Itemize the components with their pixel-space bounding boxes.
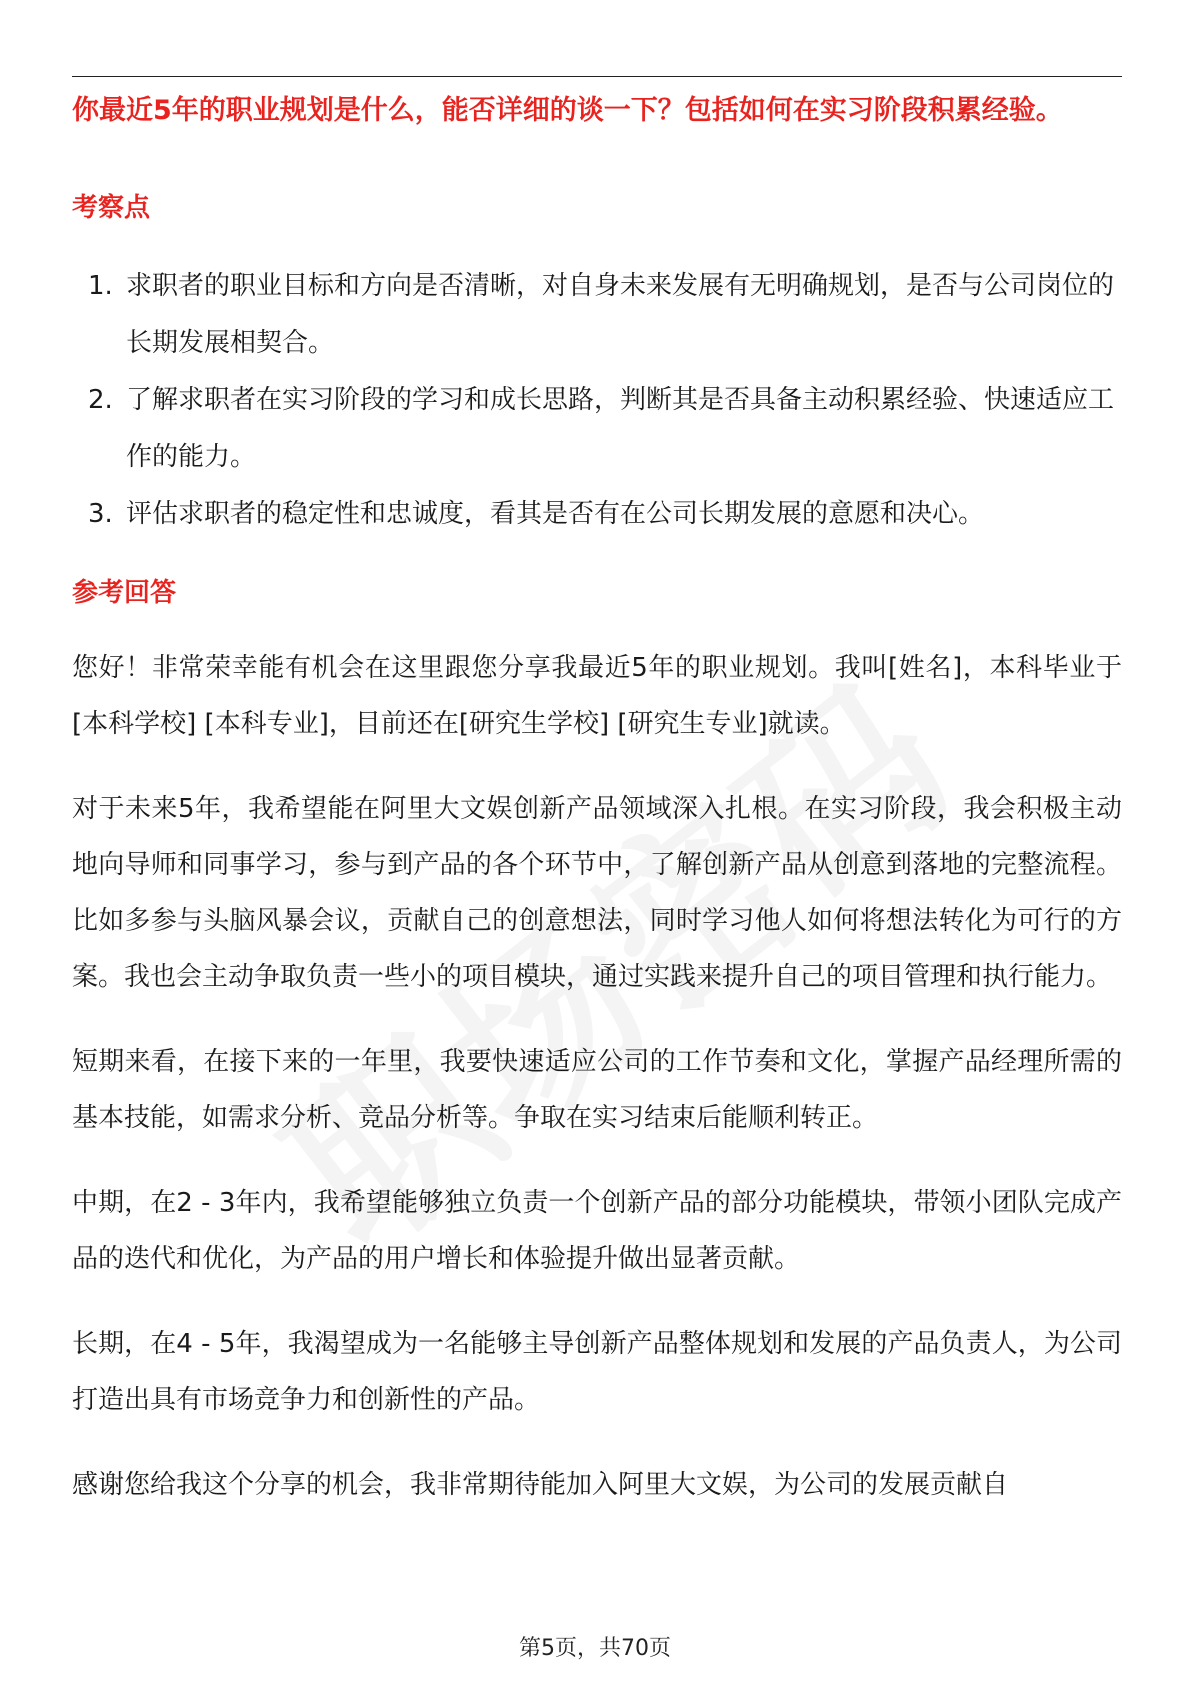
points-heading: 考察点 [72, 193, 151, 223]
list-item [72, 258, 1122, 372]
points-list [72, 258, 1122, 543]
list-item [72, 372, 1122, 486]
answer-body [72, 640, 1122, 1542]
answer-heading: 参考回答 [72, 578, 177, 608]
list-item-text: 评估求职者的稳定性和忠诚度，看其是否有在公司长期发展的意愿和决心。 [126, 499, 985, 529]
page-number: 第5页，共70页 [519, 1636, 671, 1661]
list-item-number: 1. [88, 271, 113, 301]
list-item-number: 2. [88, 385, 113, 415]
list-item-text: 了解求职者在实习阶段的学习和成长思路，判断其是否具备主动积累经验、快速适应工作的能力。 [126, 385, 1115, 472]
question-title: 你最近5年的职业规划是什么，能否详细的谈一下？包括如何在实习阶段积累经验。 [72, 95, 1063, 126]
answer-paragraph: 对于未来5年，我希望能在阿里大文娱创新产品领域深入扎根。在实习阶段，我会积极主动地向导师和同事学习，参与到产品的各个环节中，了解创新产品从创意到落地的完整流程。比如多参与头脑风暴会议，贡献自己的创意想法，同时学习他人如何将想法转化为可行的方案。我也会主动争取负责一些小的项目模块，通过实践来提升自己的项目管理和执行能力。 [72, 794, 1122, 992]
answer-paragraph: 短期来看，在接下来的一年里，我要快速适应公司的工作节奏和文化，掌握产品经理所需的基本技能，如需求分析、竞品分析等。争取在实习结束后能顺利转正。 [72, 1047, 1122, 1133]
top-divider [72, 76, 1122, 77]
list-item [72, 486, 1122, 543]
document-page [72, 0, 1122, 1684]
answer-paragraph: 感谢您给我这个分享的机会，我非常期待能加入阿里大文娱，为公司的发展贡献自 [72, 1470, 1009, 1500]
answer-paragraph: 长期，在4 - 5年，我渴望成为一名能够主导创新产品整体规划和发展的产品负责人，为公司打造出具有市场竞争力和创新性的产品。 [72, 1329, 1122, 1415]
list-item-text: 求职者的职业目标和方向是否清晰，对自身未来发展有无明确规划，是否与公司岗位的长期发展相契合。 [126, 271, 1115, 358]
answer-paragraph: 您好！非常荣幸能有机会在这里跟您分享我最近5年的职业规划。我叫[姓名]，本科毕业于[本科学校] [本科专业]，目前还在[研究生学校] [研究生专业]就读。 [72, 653, 1122, 739]
list-item-number: 3. [88, 499, 113, 529]
answer-paragraph: 中期，在2 - 3年内，我希望能够独立负责一个创新产品的部分功能模块，带领小团队完成产品的迭代和优化，为产品的用户增长和体验提升做出显著贡献。 [72, 1188, 1122, 1274]
